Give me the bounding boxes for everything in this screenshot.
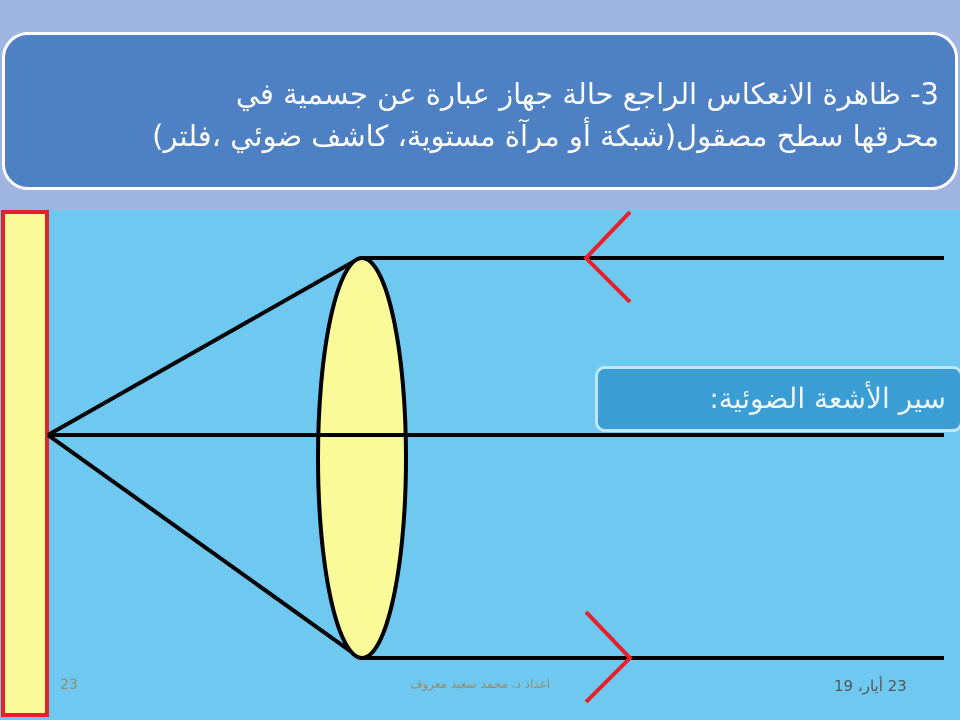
mirror-plate	[3, 212, 47, 715]
rays-label: سير الأشعة الضوئية:	[709, 382, 946, 415]
rays-label-box	[595, 366, 960, 432]
convex-lens	[318, 258, 406, 658]
ray-converge-top	[48, 258, 360, 435]
title-line-1: 3- ظاهرة الانعكاس الراجع حالة جهاز عبارة عن جسمية في	[235, 77, 939, 111]
footer-date: 23 أيار، 19	[834, 677, 907, 695]
title-line-2: محرقها سطح مصقول(شبكة أو مرآة مستوية، كاشف ضوئي ،فلتر)	[152, 119, 939, 153]
ray-converge-bottom	[48, 435, 360, 658]
footer-author: اعداد د. محمد سعيد معروف	[410, 677, 551, 691]
footer-page-number: 23	[60, 677, 78, 693]
